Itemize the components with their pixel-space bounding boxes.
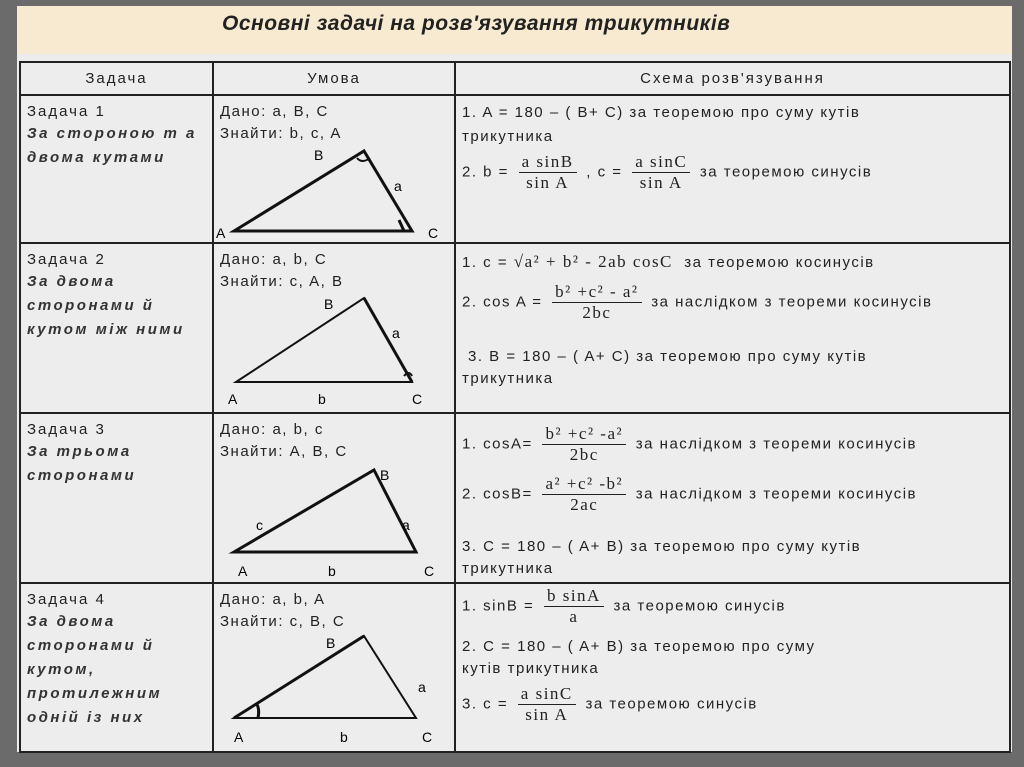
- vertex-label-b: B: [380, 467, 390, 483]
- step-1: 1. cosA= $\frac{\text{b² +c² -a²}}{2bc}$ за наслідком з теореми косинусів: [462, 424, 918, 464]
- step-3: 3. c = $\frac{\text{a sinC}}{\text{sin A}}$ за теоремою синусів: [462, 684, 758, 724]
- condition-cell: [213, 413, 455, 583]
- fraction: $\frac{\text{a² +c² -b²}}{2ac}$: [542, 474, 626, 515]
- scheme-cell: [455, 243, 1010, 413]
- task-cell: [20, 95, 213, 243]
- title-bar: [17, 6, 1012, 54]
- step-2: 2. cosB= $\frac{\text{a² +c² -b²}}{2ac}$ за наслідком з теореми косинусів: [462, 474, 918, 514]
- given-text: Дано: a, b, c: [220, 421, 324, 438]
- side-label-a: a: [418, 679, 426, 695]
- task-description: За двома сторонами й кутом між ними: [27, 273, 185, 338]
- task-name: Задача 3: [27, 421, 106, 438]
- step-2: 2. C = 180 – ( A+ B) за теоремою про суму: [462, 638, 816, 655]
- page-title: Основні задачі на розв'язування трикутників: [222, 12, 731, 35]
- table-row: [20, 583, 1010, 752]
- header-scheme: Схема розв'язування: [455, 62, 1010, 95]
- scheme-cell: [455, 413, 1010, 583]
- vertex-label-a: A: [216, 225, 226, 241]
- fraction: $\frac{\text{a sinC}}{\text{sin A}}$: [632, 152, 690, 193]
- vertex-label-b: B: [324, 296, 334, 312]
- header-row: [20, 62, 1010, 95]
- task-name: Задача 4: [27, 591, 106, 608]
- task-cell: [20, 413, 213, 583]
- fraction: $\frac{\text{b² +c² - a²}}{2bc}$: [552, 282, 641, 323]
- task-description: За стороною т а двома кутами: [27, 125, 197, 166]
- step-3-cont: трикутника: [462, 560, 554, 577]
- condition-cell: [213, 95, 455, 243]
- step-2-lhs: 2. b =: [462, 163, 509, 181]
- given-text: Дано: a, b, A: [220, 591, 326, 608]
- vertex-label-c: C: [412, 391, 423, 407]
- fraction: $\frac{\text{b² +c² -a²}}{2bc}$: [542, 424, 626, 465]
- vertex-label-a: A: [228, 391, 238, 407]
- triangle-figure: [214, 584, 454, 750]
- fraction: $\frac{\text{b sinA}}{a}$: [544, 586, 604, 627]
- step-2-cont: кутів трикутника: [462, 660, 600, 677]
- side-label-b: b: [318, 391, 326, 407]
- vertex-label-b: B: [314, 147, 324, 163]
- triangle-shape: [234, 636, 416, 718]
- scheme-cell: [455, 583, 1010, 752]
- scheme-cell: [455, 95, 1010, 243]
- table-row: [20, 243, 1010, 413]
- side-label-a: a: [394, 178, 402, 194]
- find-text: Знайти: c, A, B: [220, 273, 344, 290]
- vertex-label-c: C: [424, 563, 435, 579]
- step-2: [462, 152, 872, 193]
- find-text: Знайти: c, B, C: [220, 613, 346, 630]
- task-cell: [20, 583, 213, 752]
- step-1-cont: трикутника: [462, 128, 554, 145]
- slide: [17, 6, 1012, 752]
- step-2-note: за теоремою синусів: [699, 163, 873, 181]
- task-description: За трьома сторонами: [27, 443, 137, 484]
- angle-arc-c: [399, 220, 404, 231]
- triangle-figure: [214, 244, 454, 412]
- find-text: Знайти: b, c, A: [220, 125, 342, 142]
- table-row: [20, 413, 1010, 583]
- side-a-line: [364, 298, 412, 382]
- task-name: Задача 1: [27, 103, 106, 120]
- vertex-label-a: A: [238, 563, 248, 579]
- step-3-cont: трикутника: [462, 370, 554, 387]
- vertex-label-b: B: [326, 635, 336, 651]
- vertex-label-c: C: [422, 729, 433, 745]
- side-label-b: b: [328, 563, 336, 579]
- side-label-a: a: [402, 517, 410, 533]
- fraction: $\frac{\text{a sinC}}{\text{sin A}}$: [518, 684, 576, 725]
- task-cell: [20, 243, 213, 413]
- given-text: Дано: a, b, C: [220, 251, 328, 268]
- vertex-label-a: A: [234, 729, 244, 745]
- header-condition: Умова: [213, 62, 455, 95]
- side-label-b: b: [340, 729, 348, 745]
- task-name: Задача 2: [27, 251, 106, 268]
- step-1: 1. sinB = $\frac{\text{b sinA}}{a}$ за теоремою синусів: [462, 586, 786, 626]
- step-2-mid: , c =: [586, 163, 623, 181]
- condition-cell: [213, 583, 455, 752]
- angle-arc-a: [256, 703, 259, 718]
- fraction: $\frac{\text{a sinB}}{\text{sin A}}$: [519, 152, 577, 193]
- header-task: Задача: [20, 62, 213, 95]
- cosine-formula: √a² + b² - 2ab cosC: [513, 252, 673, 271]
- task-description: За двома сторонами й кутом, протилежним одній із них: [27, 613, 163, 726]
- side-label-c: c: [256, 517, 263, 533]
- tasks-table: [19, 61, 1011, 753]
- triangle-figure: [214, 96, 454, 242]
- triangle-shape: [234, 151, 412, 231]
- step-3: 3. C = 180 – ( A+ B) за теоремою про суму кутів: [462, 538, 862, 555]
- step-1: 1. A = 180 – ( B+ C) за теоремою про суму кутів: [462, 104, 861, 121]
- vertex-label-c: C: [428, 225, 439, 241]
- triangle-figure: [214, 414, 454, 582]
- condition-cell: [213, 243, 455, 413]
- step-3: 3. B = 180 – ( A+ C) за теоремою про суму кутів: [468, 348, 868, 365]
- step-1: 1. c = √a² + b² - 2ab cosC за теоремою косинусів: [462, 252, 875, 271]
- side-c-line: [234, 636, 364, 718]
- table-row: [20, 95, 1010, 243]
- find-text: Знайти: A, B, C: [220, 443, 348, 460]
- given-text: Дано: a, B, C: [220, 103, 329, 120]
- step-2: 2. cos A = $\frac{\text{b² +c² - a²}}{2bc}$ за наслідком з теореми косинусів: [462, 282, 933, 322]
- side-label-a: a: [392, 325, 400, 341]
